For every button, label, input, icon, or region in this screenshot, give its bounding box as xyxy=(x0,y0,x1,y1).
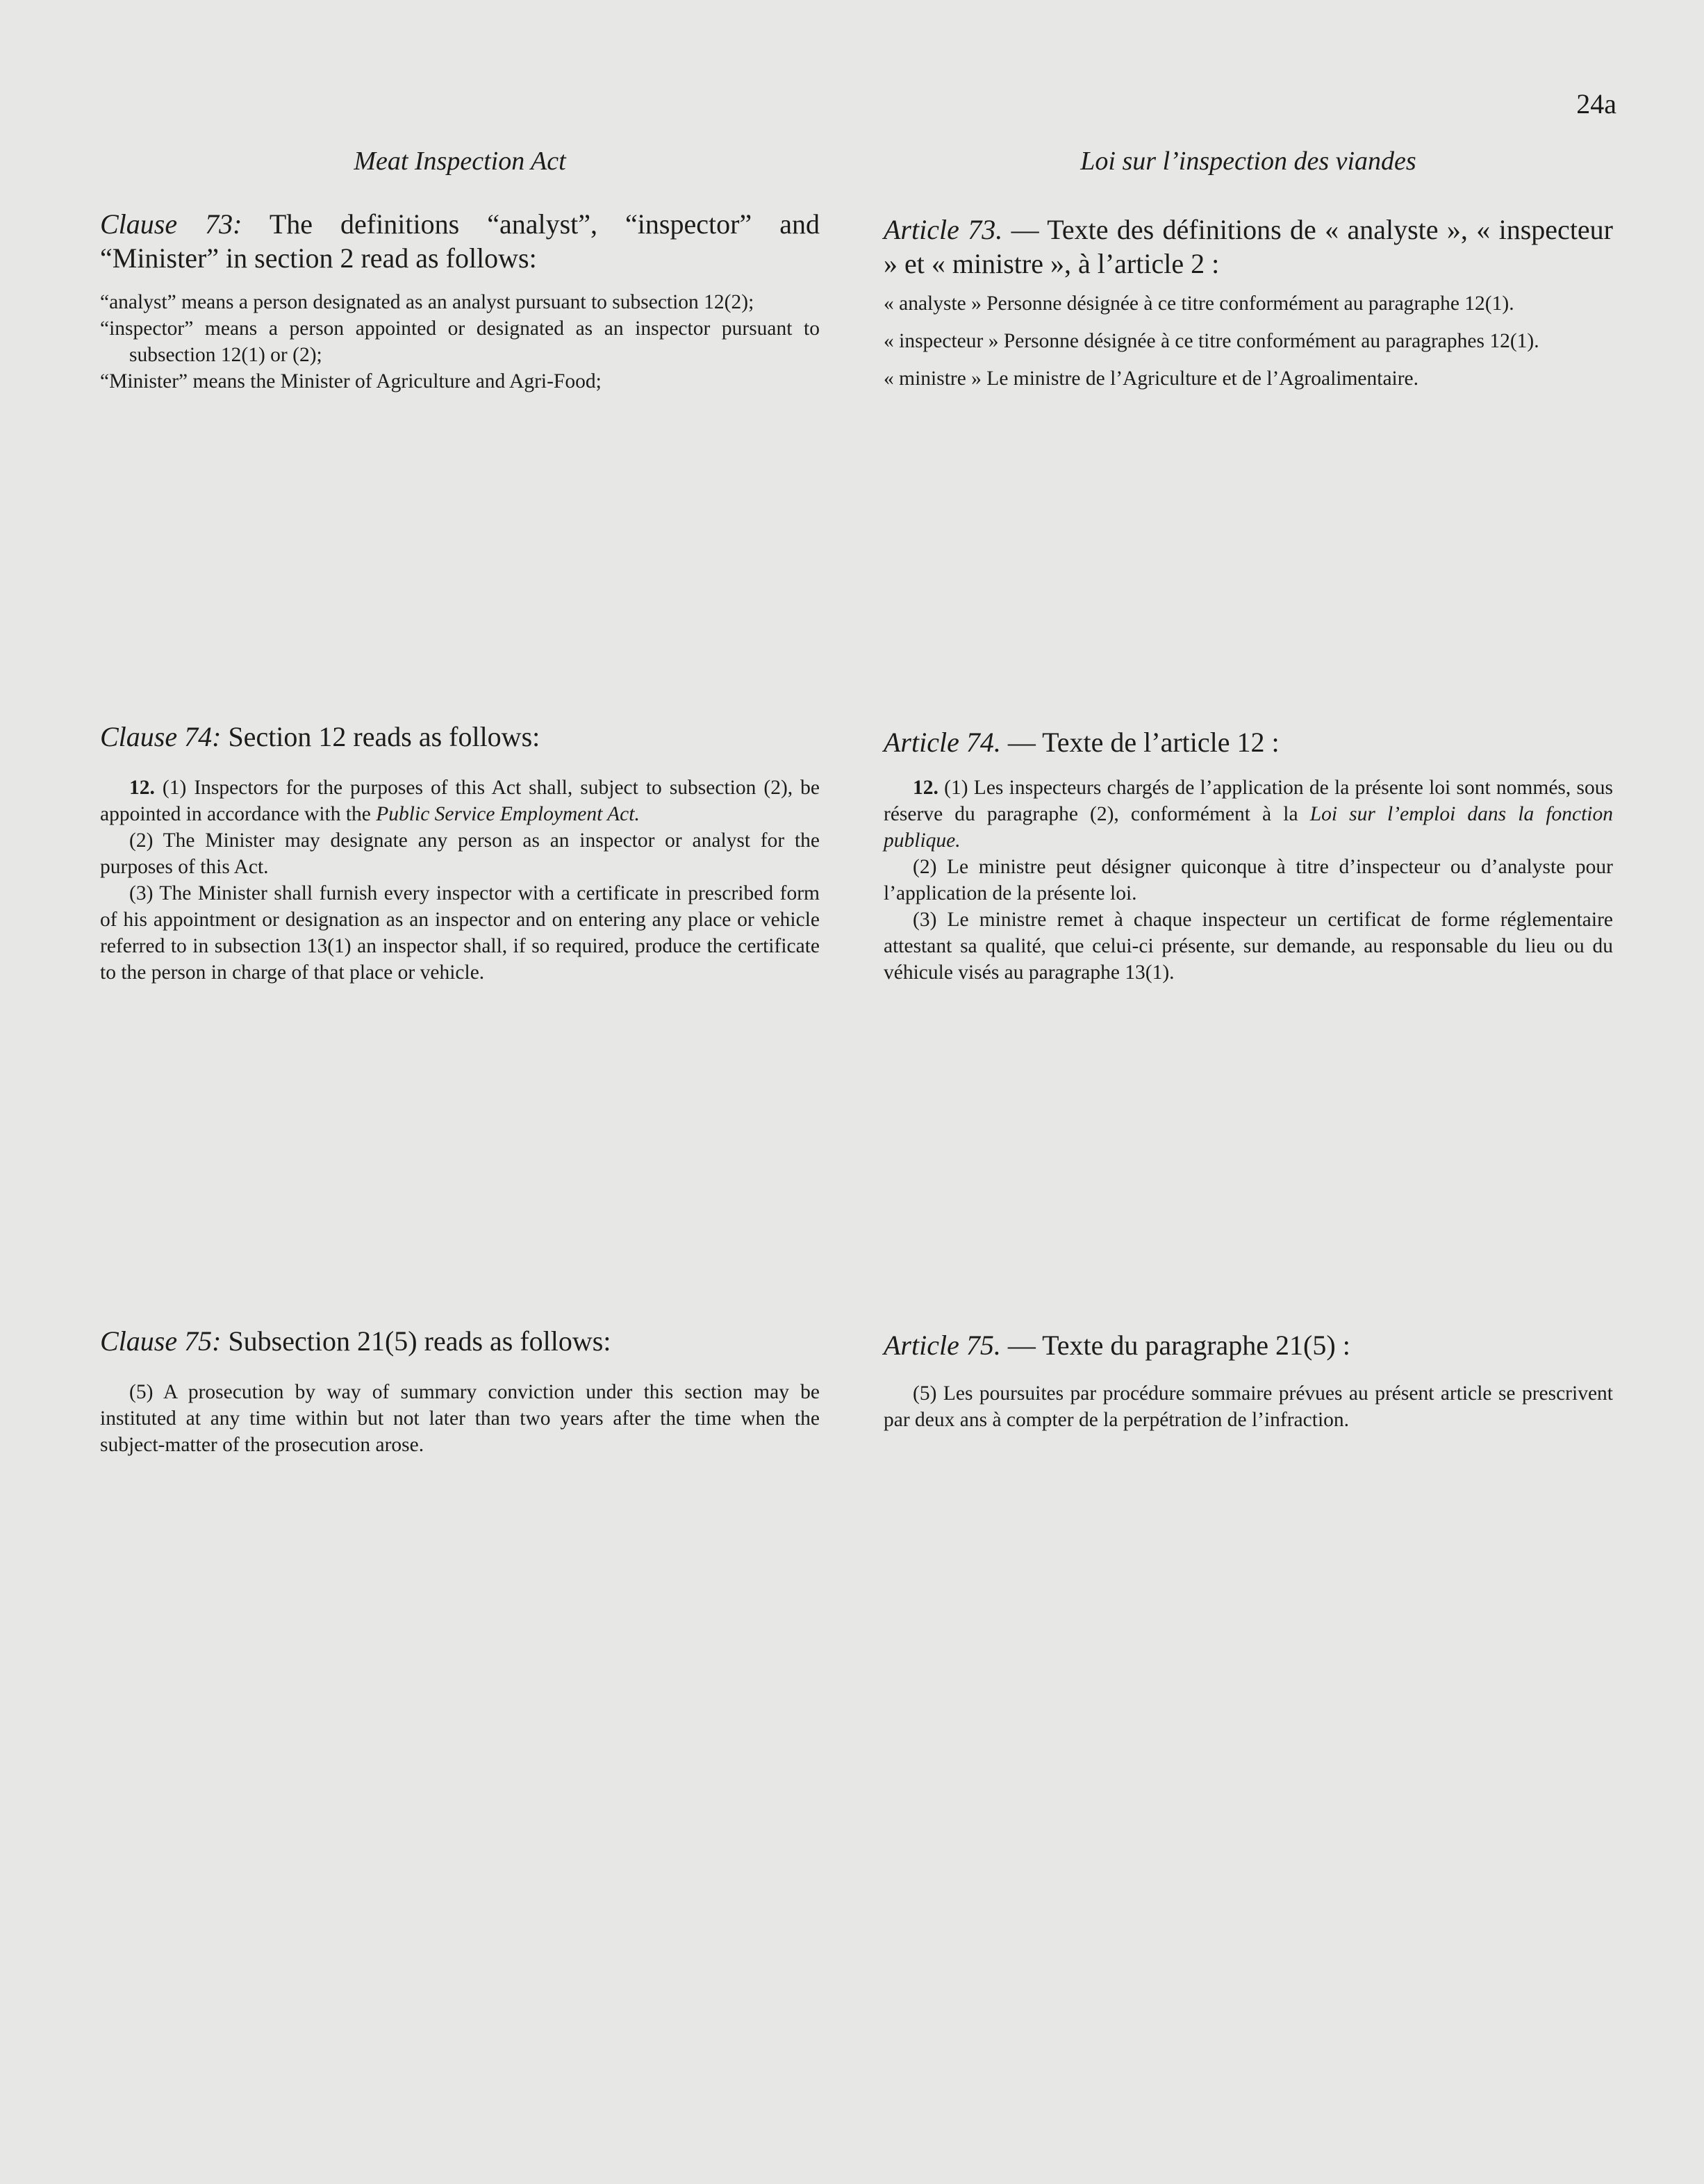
paragraphe-12-2: (2) Le ministre peut désigner quiconque à titre d’inspecteur ou d’analyste pour l’application de la présente loi. xyxy=(884,856,1613,904)
paragraphe-12-3: (3) Le ministre remet à chaque inspecteur un certificat de forme réglementaire attestant sa qualité, que celui-ci présente, sur demande, au responsable du lieu ou du véhicule visés au paragraphe 13(1). xyxy=(884,909,1613,984)
article-74-body xyxy=(884,775,1613,986)
clause-75-body xyxy=(100,1379,820,1458)
clause-75-label: Clause 75: xyxy=(100,1325,222,1357)
article-73-heading-text: — Texte des définitions de « analyste », « inspecteur » et « ministre », à l’article 2 : xyxy=(884,214,1614,279)
article-75-heading xyxy=(884,1328,1613,1362)
subsection-12-3: (3) The Minister shall furnish every inspector with a certificate in prescribed form of his appointment or designation as an inspector and on entering any place or vehicle referred to in subsection 13(1) an inspector shall, if so required, produce the certificate to the person in charge of that place or vehicle. xyxy=(100,882,820,984)
clause-73-definitions xyxy=(100,289,820,395)
section-number: 12. xyxy=(129,777,155,799)
definition-analyst: “analyst” means a person designated as an analyst pursuant to subsection 12(2); xyxy=(100,291,754,313)
clause-73 xyxy=(100,207,820,395)
clause-74-heading-text: Section 12 reads as follows: xyxy=(228,721,540,752)
article-73-heading xyxy=(884,213,1613,281)
clause-75-heading-text: Subsection 21(5) reads as follows: xyxy=(228,1325,611,1357)
paragraphe-12-1: 12. (1) Les inspecteurs chargés de l’application de la présente loi sont nommés, sous réserve du paragraphe (2), conformément à la Loi sur l’emploi dans la fonction publique. xyxy=(884,777,1614,852)
clause-73-heading-text: The definitions “analyst”, “inspector” and “Minister” in section 2 read as follows: xyxy=(100,208,820,274)
article-73-label: Article 73. xyxy=(884,214,1003,245)
article-75-body xyxy=(884,1380,1613,1433)
french-act-title: Loi sur l’inspection des viandes xyxy=(1080,147,1416,176)
article-74 xyxy=(884,725,1613,986)
article-74-heading-text: — Texte de l’article 12 : xyxy=(1007,727,1280,758)
article-74-label: Article 74. xyxy=(884,727,1001,758)
definition-inspector: “inspector” means a person appointed or designated as an inspector pursuant to subsection 12(1) or (2); xyxy=(100,317,820,366)
clause-75 xyxy=(100,1324,820,1458)
subsection-12-1: 12. (1) Inspectors for the purposes of this Act shall, subject to subsection (2), be appointed in accordance with the Public Service Employment Act. xyxy=(100,777,820,825)
clause-74-heading xyxy=(100,720,820,754)
article-73-definitions xyxy=(884,290,1613,392)
clause-74 xyxy=(100,720,820,986)
article-75-label: Article 75. xyxy=(884,1330,1001,1361)
definition-analyste: « analyste » Personne désignée à ce titre conformément au paragraphe 12(1). xyxy=(884,292,1514,315)
clause-73-label: Clause 73: xyxy=(100,208,242,240)
article-73 xyxy=(884,213,1613,392)
subsection-21-5: (5) A prosecution by way of summary conviction under this section may be instituted at any time within but not later than two years after the time when the subject-matter of the prosecution arose. xyxy=(100,1381,820,1456)
article-74-heading xyxy=(884,725,1613,759)
loi-reference: Loi sur l’emploi dans la fonction publique. xyxy=(884,803,1614,852)
act-reference: Public Service Employment Act. xyxy=(376,803,640,825)
subsection-12-2: (2) The Minister may designate any person as an inspector or analyst for the purposes of this Act. xyxy=(100,829,820,878)
article-number: 12. xyxy=(913,777,938,799)
clause-74-body xyxy=(100,775,820,986)
definition-minister: “Minister” means the Minister of Agriculture and Agri-Food; xyxy=(100,370,602,392)
article-75-heading-text: — Texte du paragraphe 21(5) : xyxy=(1007,1330,1350,1361)
clause-73-heading xyxy=(100,207,820,275)
definition-inspecteur: « inspecteur » Personne désignée à ce titre conformément au paragraphes 12(1). xyxy=(884,330,1539,352)
page-number: 24a xyxy=(1576,88,1616,119)
definition-ministre: « ministre » Le ministre de l’Agriculture et de l’Agroalimentaire. xyxy=(884,367,1419,390)
article-75 xyxy=(884,1328,1613,1433)
clause-74-label: Clause 74: xyxy=(100,721,222,752)
clause-75-heading xyxy=(100,1324,820,1358)
english-act-title: Meat Inspection Act xyxy=(354,147,566,176)
paragraphe-21-5: (5) Les poursuites par procédure sommaire prévues au présent article se prescrivent par deux ans à compter de la perpétration de l’infraction. xyxy=(884,1382,1613,1431)
